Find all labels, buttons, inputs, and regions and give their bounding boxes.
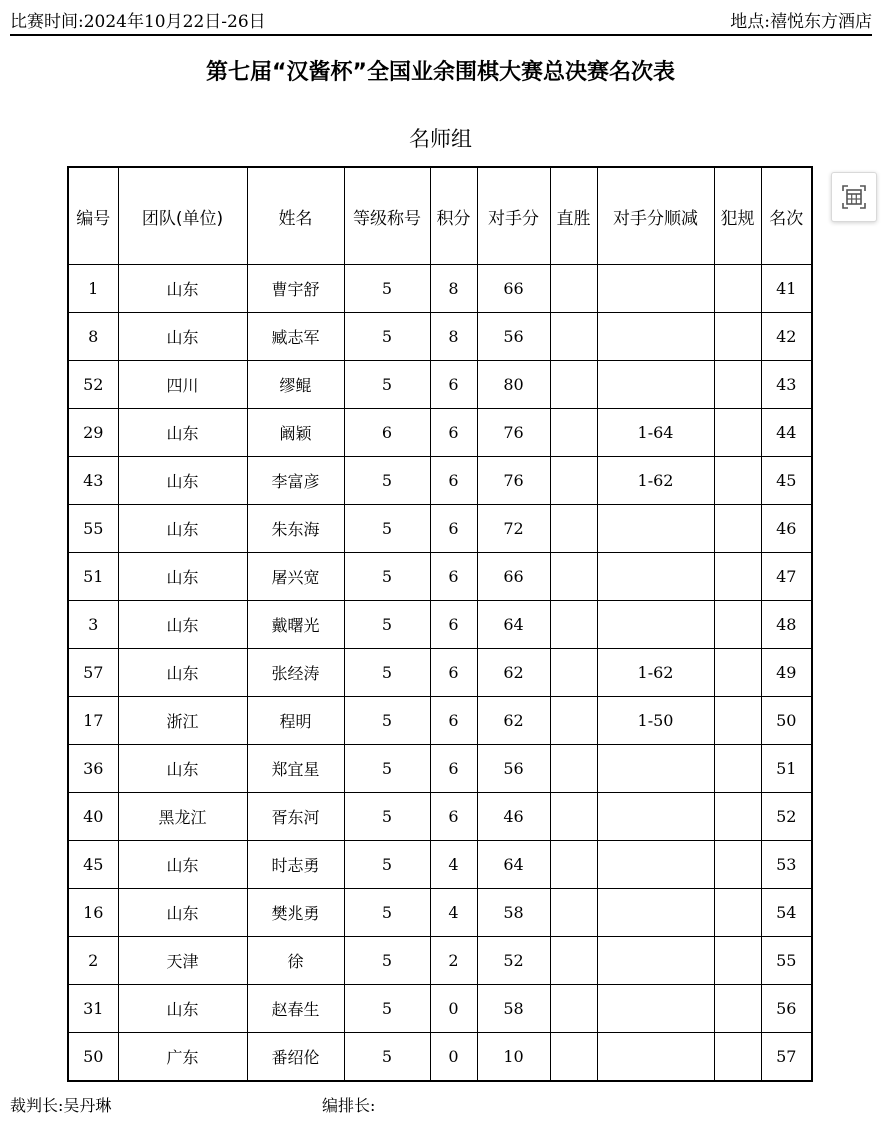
column-header: 对手分	[477, 167, 550, 265]
cell-opponent-score: 64	[477, 841, 550, 889]
cell-name: 张经涛	[247, 649, 344, 697]
cell-placement: 53	[761, 841, 812, 889]
cell-opponent-score-sub	[597, 553, 714, 601]
cell-foul	[714, 457, 761, 505]
column-header: 名次	[761, 167, 812, 265]
cell-rank-title: 5	[344, 841, 430, 889]
cell-direct-win	[550, 649, 597, 697]
cell-number: 8	[68, 313, 118, 361]
cell-name: 时志勇	[247, 841, 344, 889]
cell-team: 山东	[118, 889, 247, 937]
cell-opponent-score: 58	[477, 889, 550, 937]
cell-name: 樊兆勇	[247, 889, 344, 937]
cell-number: 57	[68, 649, 118, 697]
cell-opponent-score-sub	[597, 889, 714, 937]
cell-number: 50	[68, 1033, 118, 1082]
cell-team: 山东	[118, 313, 247, 361]
cell-team: 山东	[118, 985, 247, 1033]
cell-opponent-score: 64	[477, 601, 550, 649]
cell-opponent-score: 76	[477, 457, 550, 505]
cell-opponent-score: 56	[477, 745, 550, 793]
cell-foul	[714, 265, 761, 313]
cell-number: 3	[68, 601, 118, 649]
cell-foul	[714, 889, 761, 937]
cell-name: 李富彦	[247, 457, 344, 505]
cell-name: 赵春生	[247, 985, 344, 1033]
cell-opponent-score-sub	[597, 265, 714, 313]
cell-placement: 56	[761, 985, 812, 1033]
cell-opponent-score: 46	[477, 793, 550, 841]
table-row	[68, 889, 812, 937]
cell-points: 6	[430, 745, 477, 793]
cell-points: 8	[430, 265, 477, 313]
cell-opponent-score-sub	[597, 841, 714, 889]
cell-opponent-score: 52	[477, 937, 550, 985]
cell-rank-title: 6	[344, 409, 430, 457]
cell-opponent-score-sub: 1-64	[597, 409, 714, 457]
cell-direct-win	[550, 409, 597, 457]
cell-points: 6	[430, 553, 477, 601]
cell-rank-title: 5	[344, 265, 430, 313]
table-row	[68, 841, 812, 889]
cell-name: 阚颖	[247, 409, 344, 457]
cell-rank-title: 5	[344, 553, 430, 601]
cell-team: 山东	[118, 745, 247, 793]
table-row	[68, 745, 812, 793]
cell-points: 6	[430, 601, 477, 649]
cell-number: 55	[68, 505, 118, 553]
cell-rank-title: 5	[344, 457, 430, 505]
table-row	[68, 697, 812, 745]
cell-points: 8	[430, 313, 477, 361]
table-header-row	[68, 167, 812, 265]
cell-name: 屠兴宽	[247, 553, 344, 601]
column-header: 姓名	[247, 167, 344, 265]
cell-points: 6	[430, 649, 477, 697]
cell-team: 浙江	[118, 697, 247, 745]
table-row	[68, 313, 812, 361]
cell-foul	[714, 697, 761, 745]
cell-direct-win	[550, 265, 597, 313]
cell-opponent-score-sub	[597, 793, 714, 841]
cell-direct-win	[550, 745, 597, 793]
cell-team: 天津	[118, 937, 247, 985]
column-header: 等级称号	[344, 167, 430, 265]
cell-foul	[714, 745, 761, 793]
cell-rank-title: 5	[344, 1033, 430, 1082]
header-bar	[10, 10, 872, 36]
cell-points: 4	[430, 889, 477, 937]
table-row	[68, 361, 812, 409]
group-title: 名师组	[409, 127, 472, 151]
cell-points: 6	[430, 409, 477, 457]
cell-opponent-score: 62	[477, 649, 550, 697]
cell-opponent-score: 80	[477, 361, 550, 409]
cell-name: 曹宇舒	[247, 265, 344, 313]
cell-number: 36	[68, 745, 118, 793]
cell-name: 番绍伦	[247, 1033, 344, 1082]
cell-name: 缪鲲	[247, 361, 344, 409]
cell-placement: 47	[761, 553, 812, 601]
cell-direct-win	[550, 841, 597, 889]
cell-name: 朱东海	[247, 505, 344, 553]
cell-rank-title: 5	[344, 985, 430, 1033]
cell-opponent-score: 58	[477, 985, 550, 1033]
cell-foul	[714, 937, 761, 985]
column-header: 团队(单位)	[118, 167, 247, 265]
cell-number: 17	[68, 697, 118, 745]
cell-opponent-score: 10	[477, 1033, 550, 1082]
column-header: 直胜	[550, 167, 597, 265]
cell-points: 2	[430, 937, 477, 985]
cell-rank-title: 5	[344, 697, 430, 745]
cell-rank-title: 5	[344, 889, 430, 937]
cell-number: 40	[68, 793, 118, 841]
cell-foul	[714, 553, 761, 601]
cell-opponent-score: 72	[477, 505, 550, 553]
cell-opponent-score: 56	[477, 313, 550, 361]
cell-opponent-score-sub	[597, 505, 714, 553]
cell-points: 6	[430, 361, 477, 409]
cell-points: 4	[430, 841, 477, 889]
column-header: 对手分顺减	[597, 167, 714, 265]
column-header: 编号	[68, 167, 118, 265]
cell-placement: 55	[761, 937, 812, 985]
cell-team: 黑龙江	[118, 793, 247, 841]
calculator-button[interactable]	[831, 172, 877, 222]
cell-placement: 50	[761, 697, 812, 745]
cell-rank-title: 5	[344, 937, 430, 985]
cell-foul	[714, 1033, 761, 1082]
cell-name: 胥东河	[247, 793, 344, 841]
cell-rank-title: 5	[344, 313, 430, 361]
cell-foul	[714, 361, 761, 409]
cell-opponent-score-sub: 1-50	[597, 697, 714, 745]
cell-team: 山东	[118, 841, 247, 889]
cell-number: 45	[68, 841, 118, 889]
cell-team: 山东	[118, 457, 247, 505]
cell-name: 戴曙光	[247, 601, 344, 649]
cell-placement: 44	[761, 409, 812, 457]
cell-number: 16	[68, 889, 118, 937]
cell-placement: 54	[761, 889, 812, 937]
arranger: 编排长:	[322, 1096, 376, 1115]
cell-direct-win	[550, 313, 597, 361]
ranking-table	[67, 166, 813, 1082]
cell-placement: 48	[761, 601, 812, 649]
cell-rank-title: 5	[344, 745, 430, 793]
cell-direct-win	[550, 457, 597, 505]
cell-opponent-score-sub	[597, 601, 714, 649]
table-row	[68, 553, 812, 601]
cell-placement: 49	[761, 649, 812, 697]
cell-number: 1	[68, 265, 118, 313]
cell-direct-win	[550, 1033, 597, 1082]
cell-direct-win	[550, 937, 597, 985]
match-date: 比赛时间:2024年10月22日-26日	[10, 12, 266, 32]
cell-points: 0	[430, 1033, 477, 1082]
cell-team: 四川	[118, 361, 247, 409]
cell-placement: 51	[761, 745, 812, 793]
table-row	[68, 265, 812, 313]
cell-foul	[714, 649, 761, 697]
cell-direct-win	[550, 553, 597, 601]
cell-opponent-score-sub	[597, 745, 714, 793]
cell-name: 程明	[247, 697, 344, 745]
cell-points: 6	[430, 505, 477, 553]
cell-number: 2	[68, 937, 118, 985]
cell-number: 51	[68, 553, 118, 601]
table-row	[68, 601, 812, 649]
cell-opponent-score: 76	[477, 409, 550, 457]
cell-placement: 57	[761, 1033, 812, 1082]
table-row	[68, 457, 812, 505]
cell-team: 山东	[118, 505, 247, 553]
cell-rank-title: 5	[344, 649, 430, 697]
cell-number: 43	[68, 457, 118, 505]
chief-referee: 裁判长:吴丹琳	[10, 1096, 112, 1115]
cell-points: 0	[430, 985, 477, 1033]
page-title: 第七届“汉酱杯”全国业余围棋大赛总决赛名次表	[206, 60, 675, 85]
cell-opponent-score: 62	[477, 697, 550, 745]
cell-team: 山东	[118, 553, 247, 601]
table-row	[68, 1033, 812, 1082]
cell-rank-title: 5	[344, 793, 430, 841]
cell-team: 山东	[118, 409, 247, 457]
cell-foul	[714, 793, 761, 841]
cell-direct-win	[550, 793, 597, 841]
cell-direct-win	[550, 697, 597, 745]
cell-opponent-score-sub	[597, 1033, 714, 1082]
cell-placement: 46	[761, 505, 812, 553]
cell-foul	[714, 601, 761, 649]
cell-placement: 43	[761, 361, 812, 409]
cell-opponent-score-sub	[597, 361, 714, 409]
cell-direct-win	[550, 889, 597, 937]
cell-opponent-score: 66	[477, 553, 550, 601]
cell-direct-win	[550, 601, 597, 649]
cell-rank-title: 5	[344, 361, 430, 409]
cell-foul	[714, 313, 761, 361]
cell-name: 郑宜星	[247, 745, 344, 793]
cell-number: 52	[68, 361, 118, 409]
venue: 地点:禧悦东方酒店	[730, 12, 872, 32]
table-row	[68, 937, 812, 985]
cell-opponent-score-sub	[597, 937, 714, 985]
calculator-icon	[841, 184, 867, 210]
cell-opponent-score-sub: 1-62	[597, 457, 714, 505]
column-header: 积分	[430, 167, 477, 265]
cell-name: 徐	[247, 937, 344, 985]
table-row	[68, 985, 812, 1033]
cell-number: 29	[68, 409, 118, 457]
cell-placement: 42	[761, 313, 812, 361]
cell-placement: 52	[761, 793, 812, 841]
cell-points: 6	[430, 793, 477, 841]
cell-opponent-score-sub	[597, 985, 714, 1033]
cell-rank-title: 5	[344, 505, 430, 553]
cell-direct-win	[550, 985, 597, 1033]
cell-team: 山东	[118, 601, 247, 649]
table-row	[68, 649, 812, 697]
table-row	[68, 505, 812, 553]
cell-opponent-score-sub	[597, 313, 714, 361]
cell-direct-win	[550, 361, 597, 409]
column-header: 犯规	[714, 167, 761, 265]
cell-points: 6	[430, 697, 477, 745]
cell-points: 6	[430, 457, 477, 505]
table-row	[68, 409, 812, 457]
cell-team: 山东	[118, 649, 247, 697]
cell-direct-win	[550, 505, 597, 553]
cell-placement: 41	[761, 265, 812, 313]
cell-foul	[714, 409, 761, 457]
table-row	[68, 793, 812, 841]
cell-number: 31	[68, 985, 118, 1033]
cell-opponent-score: 66	[477, 265, 550, 313]
cell-foul	[714, 505, 761, 553]
cell-team: 广东	[118, 1033, 247, 1082]
cell-team: 山东	[118, 265, 247, 313]
cell-placement: 45	[761, 457, 812, 505]
cell-foul	[714, 985, 761, 1033]
cell-name: 臧志军	[247, 313, 344, 361]
cell-opponent-score-sub: 1-62	[597, 649, 714, 697]
cell-rank-title: 5	[344, 601, 430, 649]
cell-foul	[714, 841, 761, 889]
table-body	[68, 265, 812, 1082]
